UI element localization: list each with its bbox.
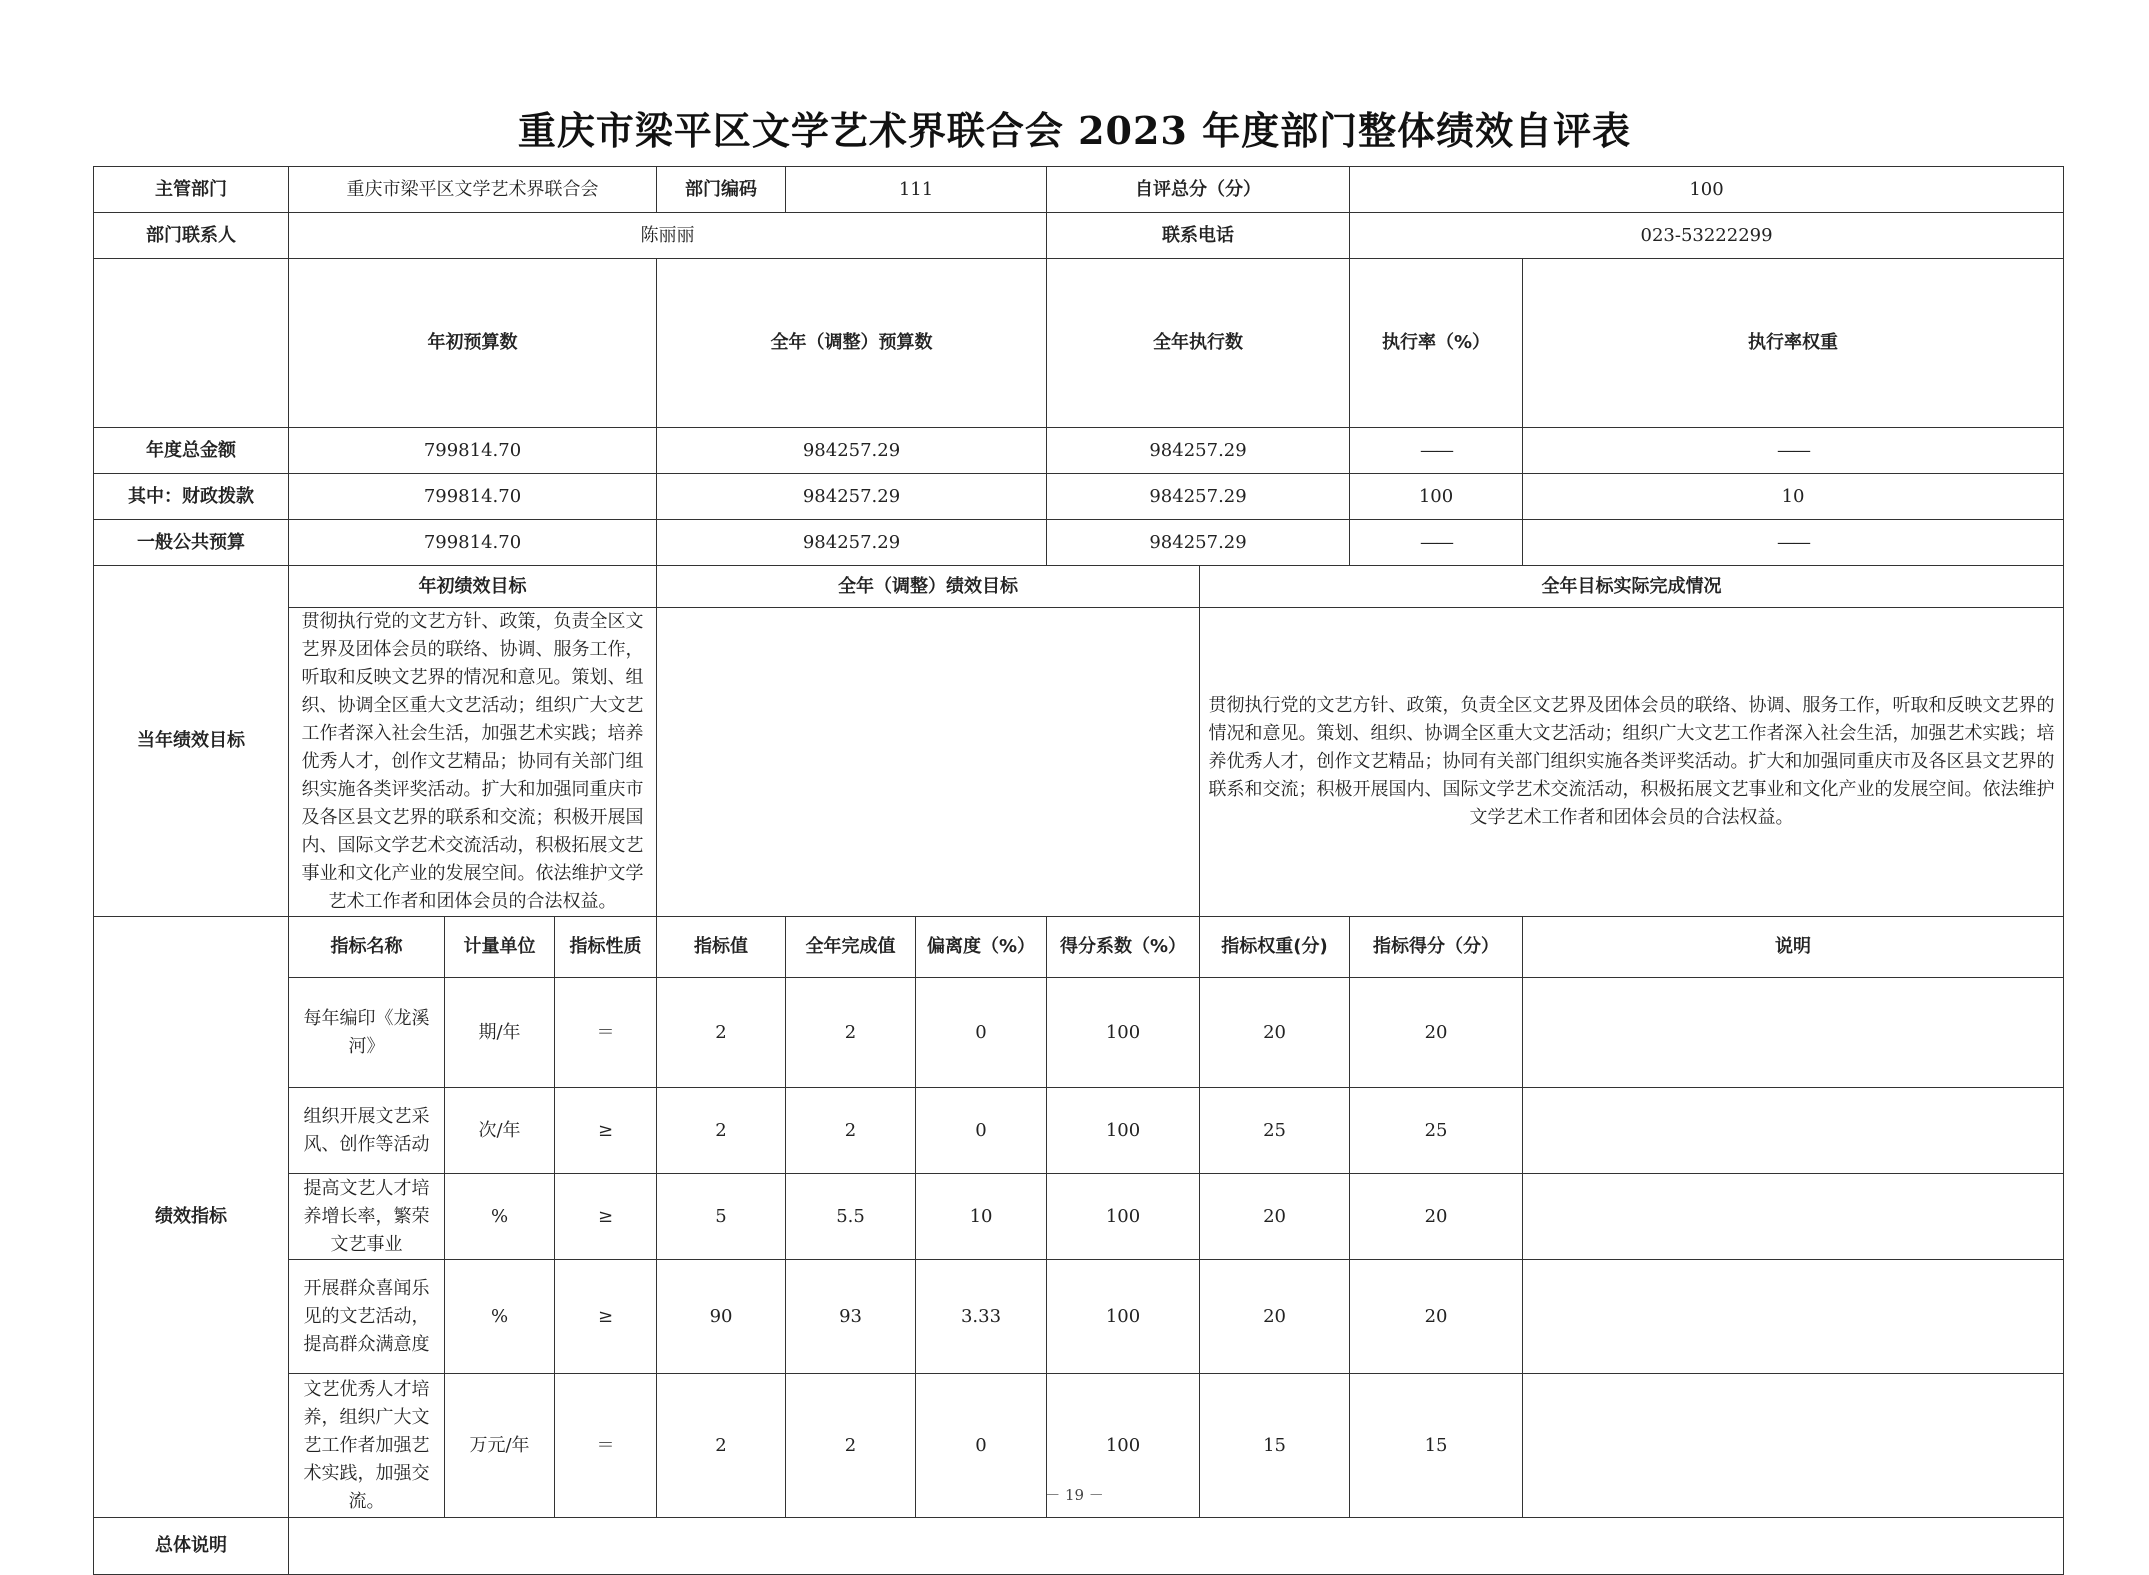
phone-label: 联系电话	[1047, 213, 1350, 259]
dept-value: 重庆市梁平区文学艺术界联合会	[289, 167, 657, 213]
budget-weight: 10	[1523, 474, 2064, 520]
indicator-row	[94, 1174, 2064, 1260]
indicator-weight: 15	[1200, 1374, 1350, 1518]
ind-col-target: 指标值	[657, 917, 786, 978]
indicator-unit: %	[445, 1260, 555, 1374]
indicators-header-row	[94, 917, 2064, 978]
budget-initial: 799814.70	[289, 474, 657, 520]
indicator-actual: 5.5	[786, 1174, 916, 1260]
page-number: － 19 －	[1045, 1486, 1104, 1504]
indicator-coef: 100	[1047, 1174, 1200, 1260]
indicator-row	[94, 1260, 2064, 1374]
indicator-actual: 2	[786, 1088, 916, 1174]
budget-header-row	[94, 259, 2064, 428]
budget-executed: 984257.29	[1047, 474, 1350, 520]
score-label: 自评总分（分）	[1047, 167, 1350, 213]
ind-col-note: 说明	[1523, 917, 2064, 978]
performance-table	[93, 166, 2064, 1575]
budget-rate: ——	[1350, 428, 1523, 474]
budget-weight: ——	[1523, 520, 2064, 566]
indicator-actual: 2	[786, 1374, 916, 1518]
indicator-coef: 100	[1047, 1260, 1200, 1374]
budget-row	[94, 520, 2064, 566]
indicators-section-label: 绩效指标	[94, 917, 289, 1518]
budget-initial: 799814.70	[289, 428, 657, 474]
ind-col-name: 指标名称	[289, 917, 445, 978]
goals-initial-text: 贯彻执行党的文艺方针、政策，负责全区文艺界及团体会员的联络、协调、服务工作，听取和反映文艺界的情况和意见。策划、组织、协调全区重大文艺活动；组织广大文艺工作者深入社会生活，加强艺术实践；培养优秀人才，创作文艺精品；协同有关部门组织实施各类评奖活动。扩大和加强同重庆市及各区县文艺界的联系和交流；积极开展国内、国际文学艺术交流活动，积极拓展文艺事业和文化产业的发展空间。依法维护文学艺术工作者和团体会员的合法权益。	[289, 608, 657, 917]
goals-text-row	[94, 608, 2064, 917]
budget-initial: 799814.70	[289, 520, 657, 566]
indicator-target: 5	[657, 1174, 786, 1260]
budget-row-label: 一般公共预算	[94, 520, 289, 566]
indicator-nature: ≥	[555, 1260, 657, 1374]
budget-adjusted: 984257.29	[657, 520, 1047, 566]
indicator-name: 组织开展文艺采风、创作等活动	[289, 1088, 445, 1174]
indicator-nature: ≥	[555, 1174, 657, 1260]
summary-label: 总体说明	[94, 1518, 289, 1575]
indicator-weight: 20	[1200, 978, 1350, 1088]
header-row-dept	[94, 167, 2064, 213]
budget-adjusted: 984257.29	[657, 428, 1047, 474]
indicator-deviation: 0	[916, 1374, 1047, 1518]
summary-row	[94, 1518, 2064, 1575]
indicator-deviation: 0	[916, 1088, 1047, 1174]
indicator-coef: 100	[1047, 1088, 1200, 1174]
budget-weight: ——	[1523, 428, 2064, 474]
indicator-deviation: 3.33	[916, 1260, 1047, 1374]
budget-col-rate: 执行率（%）	[1350, 259, 1523, 428]
indicator-actual: 2	[786, 978, 916, 1088]
indicator-name: 提高文艺人才培养增长率，繁荣文艺事业	[289, 1174, 445, 1260]
header-row-contact	[94, 213, 2064, 259]
indicator-weight: 20	[1200, 1174, 1350, 1260]
dept-label: 主管部门	[94, 167, 289, 213]
indicator-nature: ＝	[555, 1374, 657, 1518]
indicator-deviation: 10	[916, 1174, 1047, 1260]
goals-actual-text: 贯彻执行党的文艺方针、政策，负责全区文艺界及团体会员的联络、协调、服务工作，听取和反映文艺界的情况和意见。策划、组织、协调全区重大文艺活动；组织广大文艺工作者深入社会生活，加强艺术实践；培养优秀人才，创作文艺精品；协同有关部门组织实施各类评奖活动。扩大和加强同重庆市及各区县文艺界的联系和交流；积极开展国内、国际文学艺术交流活动，积极拓展文艺事业和文化产业的发展空间。依法维护文学艺术工作者和团体会员的合法权益。	[1200, 608, 2064, 917]
contact-value: 陈丽丽	[289, 213, 1047, 259]
ind-col-coef: 得分系数（%）	[1047, 917, 1200, 978]
indicator-name: 每年编印《龙溪河》	[289, 978, 445, 1088]
indicator-deviation: 0	[916, 978, 1047, 1088]
goals-col-actual: 全年目标实际完成情况	[1200, 566, 2064, 608]
indicator-coef: 100	[1047, 1374, 1200, 1518]
indicator-name: 开展群众喜闻乐见的文艺活动，提高群众满意度	[289, 1260, 445, 1374]
budget-row	[94, 428, 2064, 474]
indicator-unit: %	[445, 1174, 555, 1260]
indicator-score: 20	[1350, 1260, 1523, 1374]
goals-col-initial: 年初绩效目标	[289, 566, 657, 608]
phone-value: 023-53222299	[1350, 213, 2064, 259]
budget-rate: 100	[1350, 474, 1523, 520]
ind-col-actual: 全年完成值	[786, 917, 916, 978]
indicator-target: 2	[657, 978, 786, 1088]
indicator-name: 文艺优秀人才培养，组织广大文艺工作者加强艺术实践，加强交流。	[289, 1374, 445, 1518]
goals-header-row	[94, 566, 2064, 608]
code-value: 111	[786, 167, 1047, 213]
indicator-nature: ≥	[555, 1088, 657, 1174]
indicator-nature: ＝	[555, 978, 657, 1088]
budget-col-executed: 全年执行数	[1047, 259, 1350, 428]
indicator-coef: 100	[1047, 978, 1200, 1088]
indicator-row	[94, 978, 2064, 1088]
indicator-note	[1523, 1088, 2064, 1174]
indicator-unit: 期/年	[445, 978, 555, 1088]
budget-col-initial: 年初预算数	[289, 259, 657, 428]
indicator-score: 20	[1350, 978, 1523, 1088]
ind-col-nature: 指标性质	[555, 917, 657, 978]
indicator-row	[94, 1088, 2064, 1174]
budget-rate: ——	[1350, 520, 1523, 566]
indicator-target: 2	[657, 1374, 786, 1518]
indicator-actual: 93	[786, 1260, 916, 1374]
ind-col-score: 指标得分（分）	[1350, 917, 1523, 978]
indicator-score: 20	[1350, 1174, 1523, 1260]
code-label: 部门编码	[657, 167, 786, 213]
indicator-note	[1523, 1260, 2064, 1374]
indicator-unit: 次/年	[445, 1088, 555, 1174]
contact-label: 部门联系人	[94, 213, 289, 259]
score-value: 100	[1350, 167, 2064, 213]
indicator-target: 2	[657, 1088, 786, 1174]
budget-col-weight: 执行率权重	[1523, 259, 2064, 428]
indicator-unit: 万元/年	[445, 1374, 555, 1518]
indicator-note	[1523, 978, 2064, 1088]
budget-row	[94, 474, 2064, 520]
budget-col-adjusted: 全年（调整）预算数	[657, 259, 1047, 428]
goals-adjusted-text	[657, 608, 1200, 917]
indicator-note	[1523, 1174, 2064, 1260]
budget-row-label: 年度总金额	[94, 428, 289, 474]
budget-executed: 984257.29	[1047, 520, 1350, 566]
goals-section-label: 当年绩效目标	[94, 566, 289, 917]
indicator-target: 90	[657, 1260, 786, 1374]
budget-row-label: 其中：财政拨款	[94, 474, 289, 520]
goals-col-adjusted: 全年（调整）绩效目标	[657, 566, 1200, 608]
budget-corner-cell	[94, 259, 289, 428]
indicator-weight: 25	[1200, 1088, 1350, 1174]
page-title: 重庆市梁平区文学艺术界联合会 2023 年度部门整体绩效自评表	[517, 108, 1632, 153]
budget-executed: 984257.29	[1047, 428, 1350, 474]
summary-value	[289, 1518, 2064, 1575]
ind-col-weight: 指标权重(分)	[1200, 917, 1350, 978]
indicator-score: 15	[1350, 1374, 1523, 1518]
ind-col-unit: 计量单位	[445, 917, 555, 978]
indicator-weight: 20	[1200, 1260, 1350, 1374]
budget-adjusted: 984257.29	[657, 474, 1047, 520]
indicator-score: 25	[1350, 1088, 1523, 1174]
ind-col-deviation: 偏离度（%）	[916, 917, 1047, 978]
